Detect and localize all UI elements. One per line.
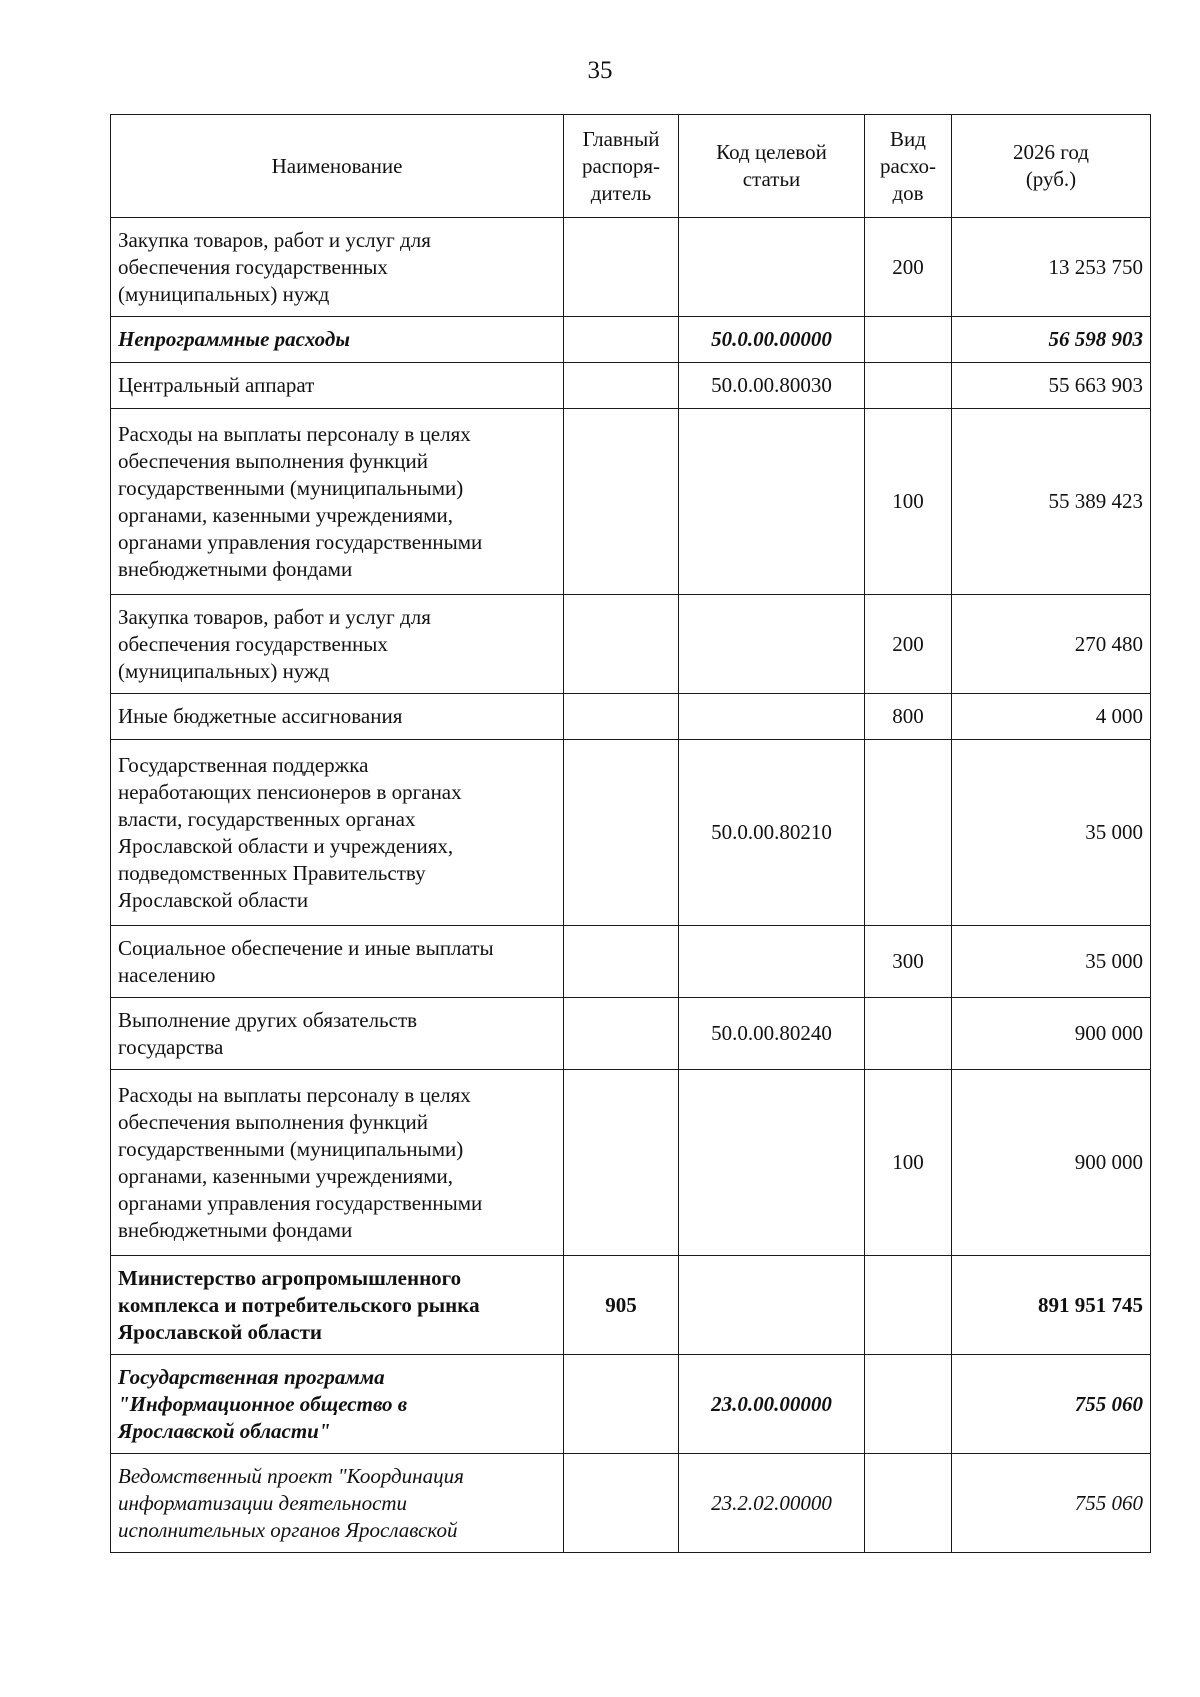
row-expense-type: 100 bbox=[865, 1070, 952, 1256]
row-expense-type bbox=[865, 740, 952, 926]
row-distributor bbox=[564, 363, 679, 409]
row-amount: 755 060 bbox=[952, 1355, 1151, 1454]
row-amount: 56 598 903 bbox=[952, 317, 1151, 363]
table-row bbox=[111, 998, 1151, 1070]
row-code bbox=[679, 694, 865, 740]
header-amount: 2026 год (руб.) bbox=[952, 115, 1151, 218]
row-code bbox=[679, 1256, 865, 1355]
row-code bbox=[679, 1070, 865, 1256]
row-distributor bbox=[564, 317, 679, 363]
row-code: 23.0.00.00000 bbox=[679, 1355, 865, 1454]
row-distributor bbox=[564, 998, 679, 1070]
table-header-row bbox=[111, 115, 1151, 218]
row-distributor: 905 bbox=[564, 1256, 679, 1355]
row-distributor bbox=[564, 1454, 679, 1553]
table-row bbox=[111, 694, 1151, 740]
row-name: Закупка товаров, работ и услуг для обеспечения государственных (муниципальных) нужд bbox=[111, 218, 564, 317]
row-name: Ведомственный проект "Координация информатизации деятельности исполнительных органов Ярославской bbox=[111, 1454, 564, 1553]
row-code bbox=[679, 218, 865, 317]
row-distributor bbox=[564, 926, 679, 998]
row-expense-type bbox=[865, 317, 952, 363]
row-name: Иные бюджетные ассигнования bbox=[111, 694, 564, 740]
header-expense-type: Вид расхо- дов bbox=[865, 115, 952, 218]
row-amount: 35 000 bbox=[952, 926, 1151, 998]
row-expense-type bbox=[865, 1355, 952, 1454]
table-row bbox=[111, 363, 1151, 409]
row-distributor bbox=[564, 1070, 679, 1256]
row-expense-type: 200 bbox=[865, 218, 952, 317]
row-amount: 4 000 bbox=[952, 694, 1151, 740]
header-code: Код целевой статьи bbox=[679, 115, 865, 218]
row-expense-type: 300 bbox=[865, 926, 952, 998]
row-amount: 900 000 bbox=[952, 998, 1151, 1070]
row-expense-type bbox=[865, 1256, 952, 1355]
row-name: Центральный аппарат bbox=[111, 363, 564, 409]
row-distributor bbox=[564, 218, 679, 317]
row-expense-type bbox=[865, 363, 952, 409]
table-row bbox=[111, 218, 1151, 317]
row-code bbox=[679, 926, 865, 998]
table-row bbox=[111, 1070, 1151, 1256]
row-code: 50.0.00.80240 bbox=[679, 998, 865, 1070]
row-code: 50.0.00.80210 bbox=[679, 740, 865, 926]
table-row bbox=[111, 1355, 1151, 1454]
row-amount: 35 000 bbox=[952, 740, 1151, 926]
table-row bbox=[111, 317, 1151, 363]
header-name: Наименование bbox=[111, 115, 564, 218]
row-name: Закупка товаров, работ и услуг для обеспечения государственных (муниципальных) нужд bbox=[111, 595, 564, 694]
row-distributor bbox=[564, 595, 679, 694]
row-name: Государственная программа "Информационное общество в Ярославской области" bbox=[111, 1355, 564, 1454]
row-code: 50.0.00.80030 bbox=[679, 363, 865, 409]
row-name: Государственная поддержка неработающих пенсионеров в органах власти, государственных органах Ярославской области и учреждениях, подведомственных Правительству Ярославской области bbox=[111, 740, 564, 926]
table-row bbox=[111, 1454, 1151, 1553]
table-row bbox=[111, 409, 1151, 595]
row-distributor bbox=[564, 694, 679, 740]
table-row bbox=[111, 740, 1151, 926]
row-name: Расходы на выплаты персоналу в целях обеспечения выполнения функций государственными (муниципальными) органами, казенными учреждениями, органами управления государственными внебюджетными фондами bbox=[111, 409, 564, 595]
row-expense-type bbox=[865, 998, 952, 1070]
table-row bbox=[111, 595, 1151, 694]
row-code bbox=[679, 595, 865, 694]
row-distributor bbox=[564, 1355, 679, 1454]
table-row bbox=[111, 1256, 1151, 1355]
row-name: Непрограммные расходы bbox=[111, 317, 564, 363]
row-name: Выполнение других обязательств государства bbox=[111, 998, 564, 1070]
budget-table bbox=[110, 114, 1151, 1553]
row-code: 50.0.00.00000 bbox=[679, 317, 865, 363]
row-name: Социальное обеспечение и иные выплаты населению bbox=[111, 926, 564, 998]
row-distributor bbox=[564, 409, 679, 595]
row-amount: 755 060 bbox=[952, 1454, 1151, 1553]
page-number: 35 bbox=[587, 57, 613, 84]
row-amount: 270 480 bbox=[952, 595, 1151, 694]
row-amount: 55 663 903 bbox=[952, 363, 1151, 409]
row-name: Министерство агропромышленного комплекса и потребительского рынка Ярославской области bbox=[111, 1256, 564, 1355]
row-amount: 900 000 bbox=[952, 1070, 1151, 1256]
row-expense-type: 100 bbox=[865, 409, 952, 595]
row-amount: 55 389 423 bbox=[952, 409, 1151, 595]
row-amount: 13 253 750 bbox=[952, 218, 1151, 317]
table-row bbox=[111, 926, 1151, 998]
row-code bbox=[679, 409, 865, 595]
row-expense-type: 800 bbox=[865, 694, 952, 740]
row-name: Расходы на выплаты персоналу в целях обеспечения выполнения функций государственными (муниципальными) органами, казенными учреждениями, органами управления государственными внебюджетными фондами bbox=[111, 1070, 564, 1256]
row-expense-type: 200 bbox=[865, 595, 952, 694]
row-expense-type bbox=[865, 1454, 952, 1553]
row-code: 23.2.02.00000 bbox=[679, 1454, 865, 1553]
row-distributor bbox=[564, 740, 679, 926]
row-amount: 891 951 745 bbox=[952, 1256, 1151, 1355]
header-distributor: Главный распоря- дитель bbox=[564, 115, 679, 218]
